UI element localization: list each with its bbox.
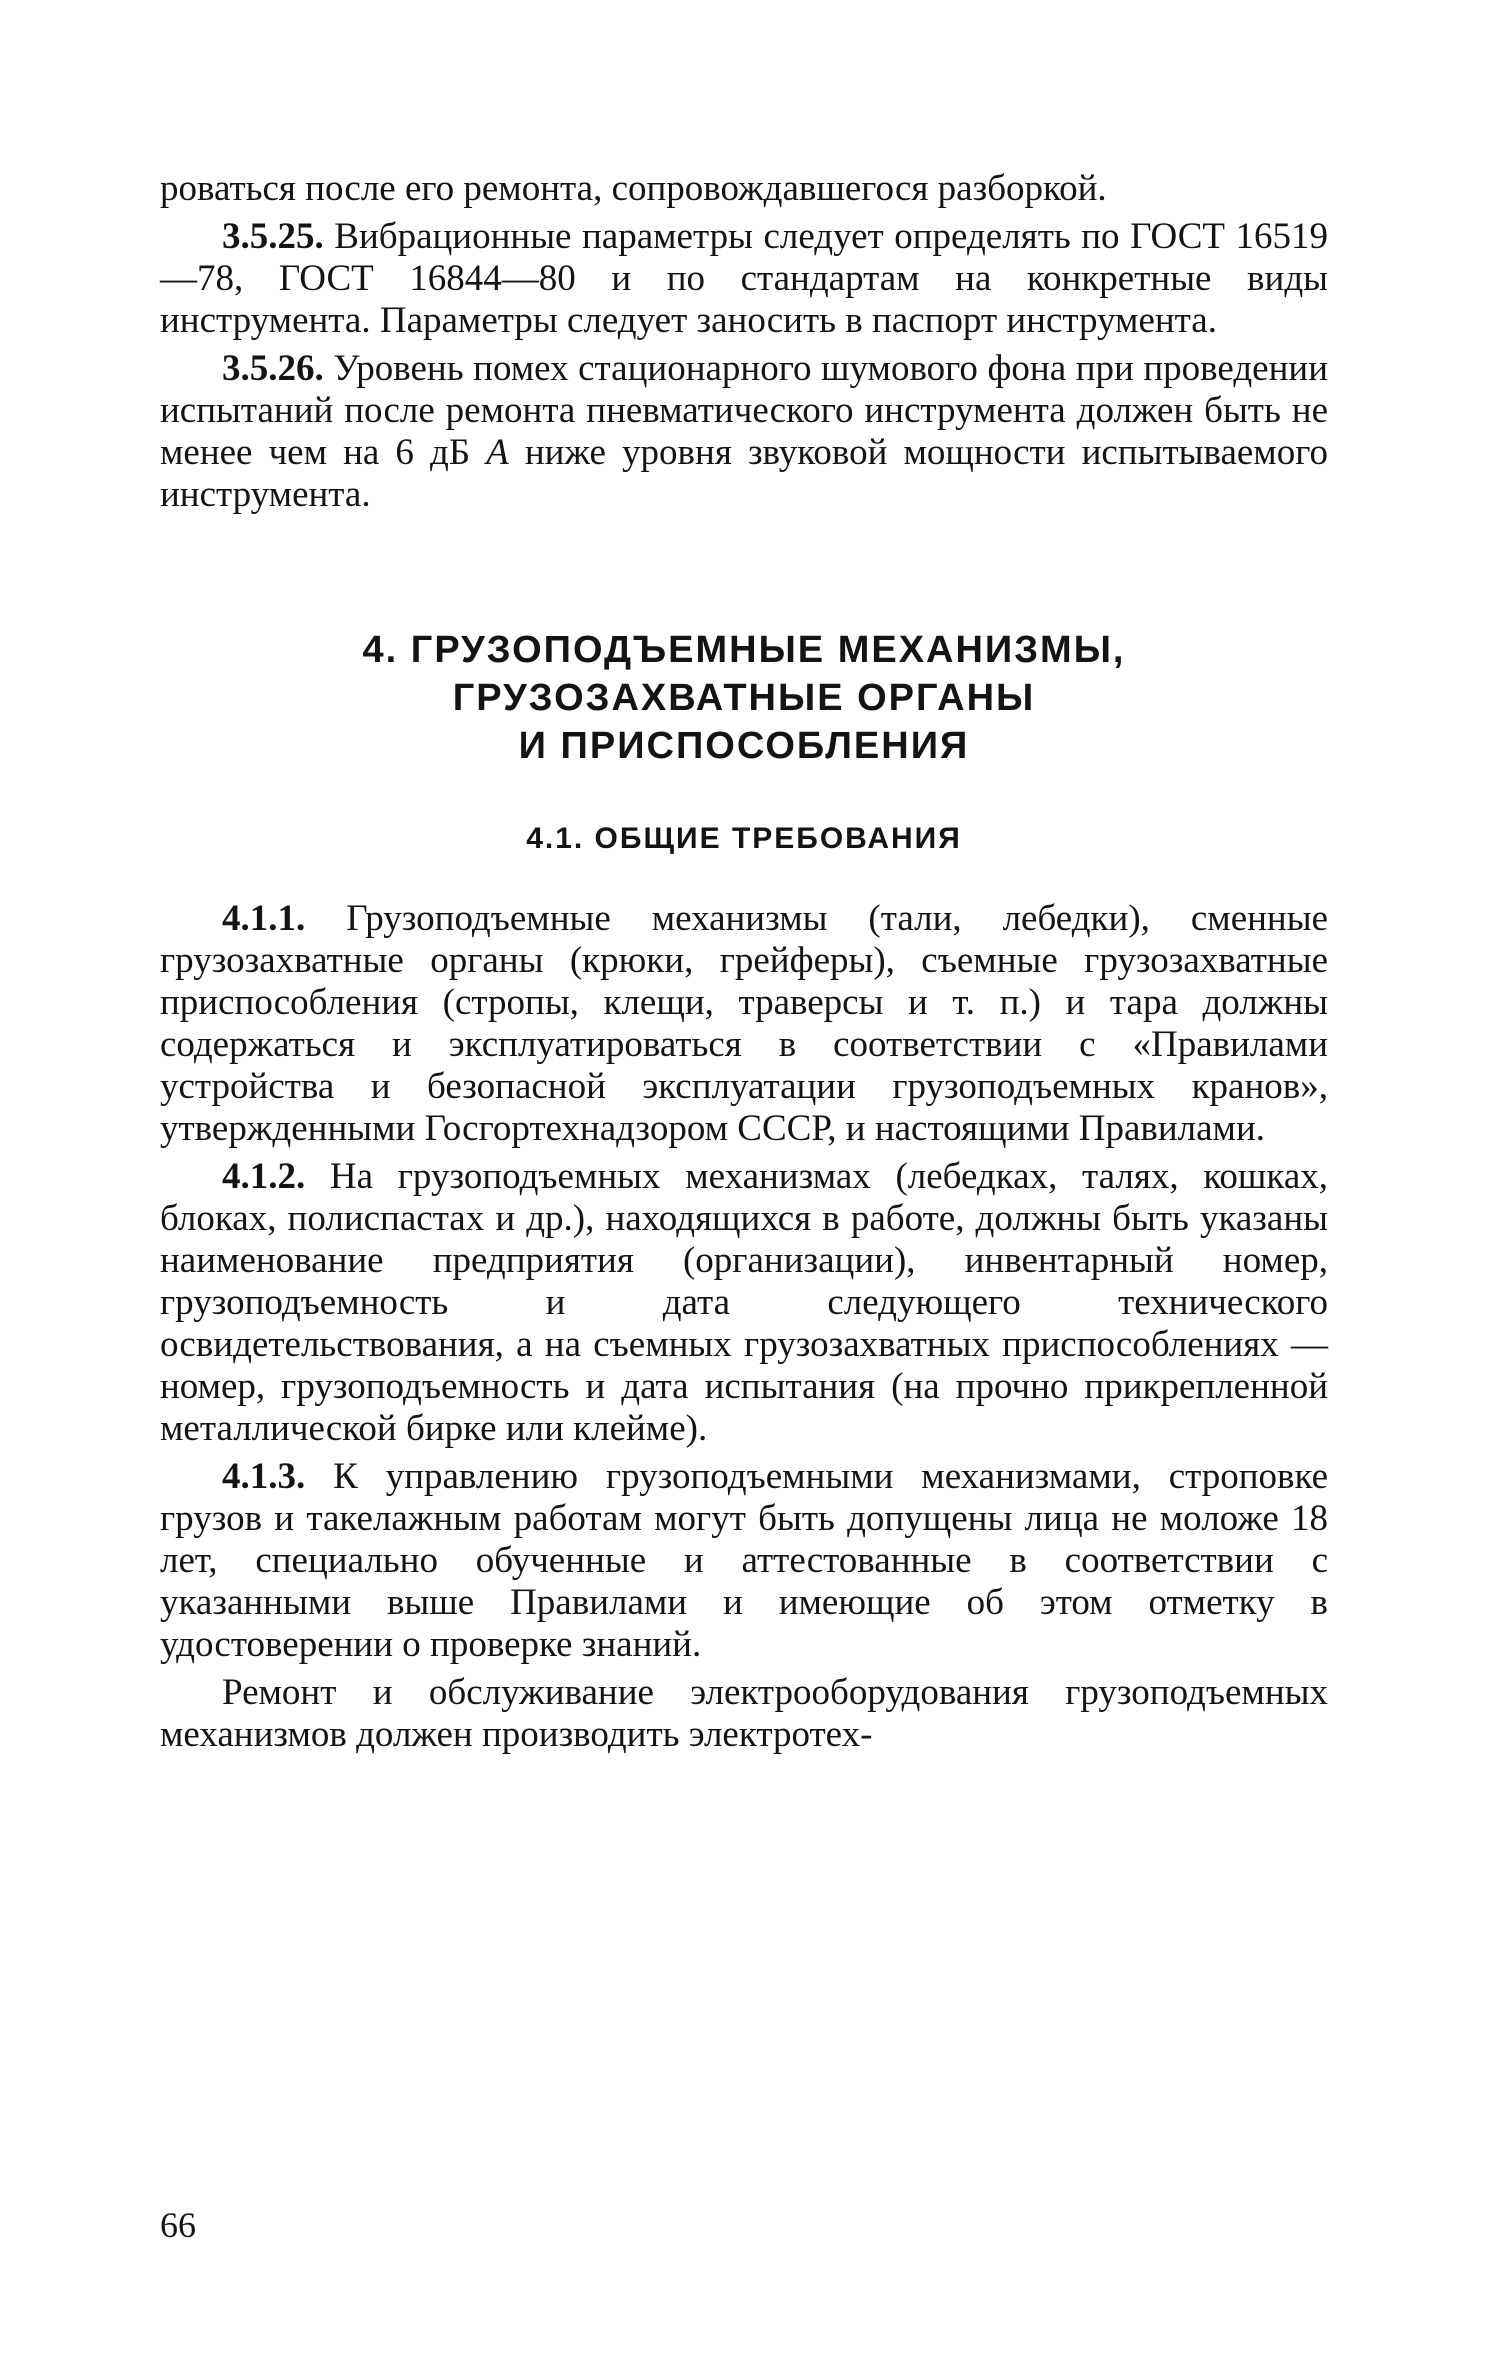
paragraph-repair <box>160 1672 1328 1756</box>
paragraph-4-1-1 <box>160 898 1328 1150</box>
paragraph-text: ниже уровня звуковой мощности испытываемого инструмента. <box>160 432 1328 515</box>
paragraph-text: Уровень помех стационарного шумового фона при проведении испытаний после ремонта пневматического инструмента должен быть не менее чем на 6 дБ <box>160 348 1328 473</box>
paragraph-4-1-3 <box>160 1456 1328 1666</box>
section-title-line: И ПРИСПОСОБЛЕНИЯ <box>518 725 970 767</box>
section-title-line: 4. ГРУЗОПОДЪЕМНЫЕ МЕХАНИЗМЫ, <box>362 629 1126 671</box>
paragraph-4-1-2 <box>160 1156 1328 1450</box>
paragraph-text: К управлению грузоподъемными механизмами, строповке грузов и такелажным работам могут быть допущены лица не моложе 18 лет, специально обученные и аттестованные в соответствии с указанными выше Правилами и имеющие об этом отметку в удостоверении о проверке знаний. <box>160 1456 1328 1665</box>
paragraph-3-5-26 <box>160 348 1328 516</box>
section-title-line: ГРУЗОЗАХВАТНЫЕ ОРГАНЫ <box>452 677 1036 719</box>
paragraph-text: Ремонт и обслуживание электрооборудования грузоподъемных механизмов должен производить электротех- <box>160 1672 1328 1755</box>
paragraph-text: На грузоподъемных механизмах (лебедках, талях, кошках, блоках, полиспастах и др.), находящихся в работе, должны быть указаны наименование предприятия (организации), инвентарный номер, грузоподъемность и дата следующего технического освидетельствования, а на съемных грузозахватных приспособлениях — номер, грузоподъемность и дата испытания (на прочно прикрепленной металлической бирке или клейме). <box>160 1156 1328 1449</box>
clause-number: 4.1.1. <box>222 898 306 939</box>
clause-number: 4.1.3. <box>222 1456 306 1497</box>
paragraph-3-5-25 <box>160 216 1328 342</box>
italic-unit: А <box>486 432 509 473</box>
clause-number: 4.1.2. <box>222 1156 306 1197</box>
page-number: 66 <box>160 2205 196 2245</box>
clause-number: 3.5.26. <box>222 348 324 389</box>
document-page <box>160 168 1328 1756</box>
paragraph-text: Грузоподъемные механизмы (тали, лебедки), сменные грузозахватные органы (крюки, грейферы), съемные грузозахватные приспособления (стропы, клещи, траверсы и т. п.) и тара должны содержаться и эксплуатироваться в соответствии с «Правилами устройства и безопасной эксплуатации грузоподъемных кранов», утвержденными Госгортехнадзором СССР, и настоящими Правилами. <box>160 898 1328 1149</box>
subsection-title: 4.1. ОБЩИЕ ТРЕБОВАНИЯ <box>526 822 962 855</box>
section-title <box>160 626 1328 770</box>
paragraph-text: роваться после его ремонта, сопровождавшегося разборкой. <box>160 168 1107 209</box>
clause-number: 3.5.25. <box>222 216 324 257</box>
paragraph-text: Вибрационные параметры следует определять по ГОСТ 16519—78, ГОСТ 16844—80 и по стандартам на конкретные виды инструмента. Параметры следует заносить в паспорт инструмента. <box>160 216 1328 341</box>
paragraph-continuation <box>160 168 1328 210</box>
